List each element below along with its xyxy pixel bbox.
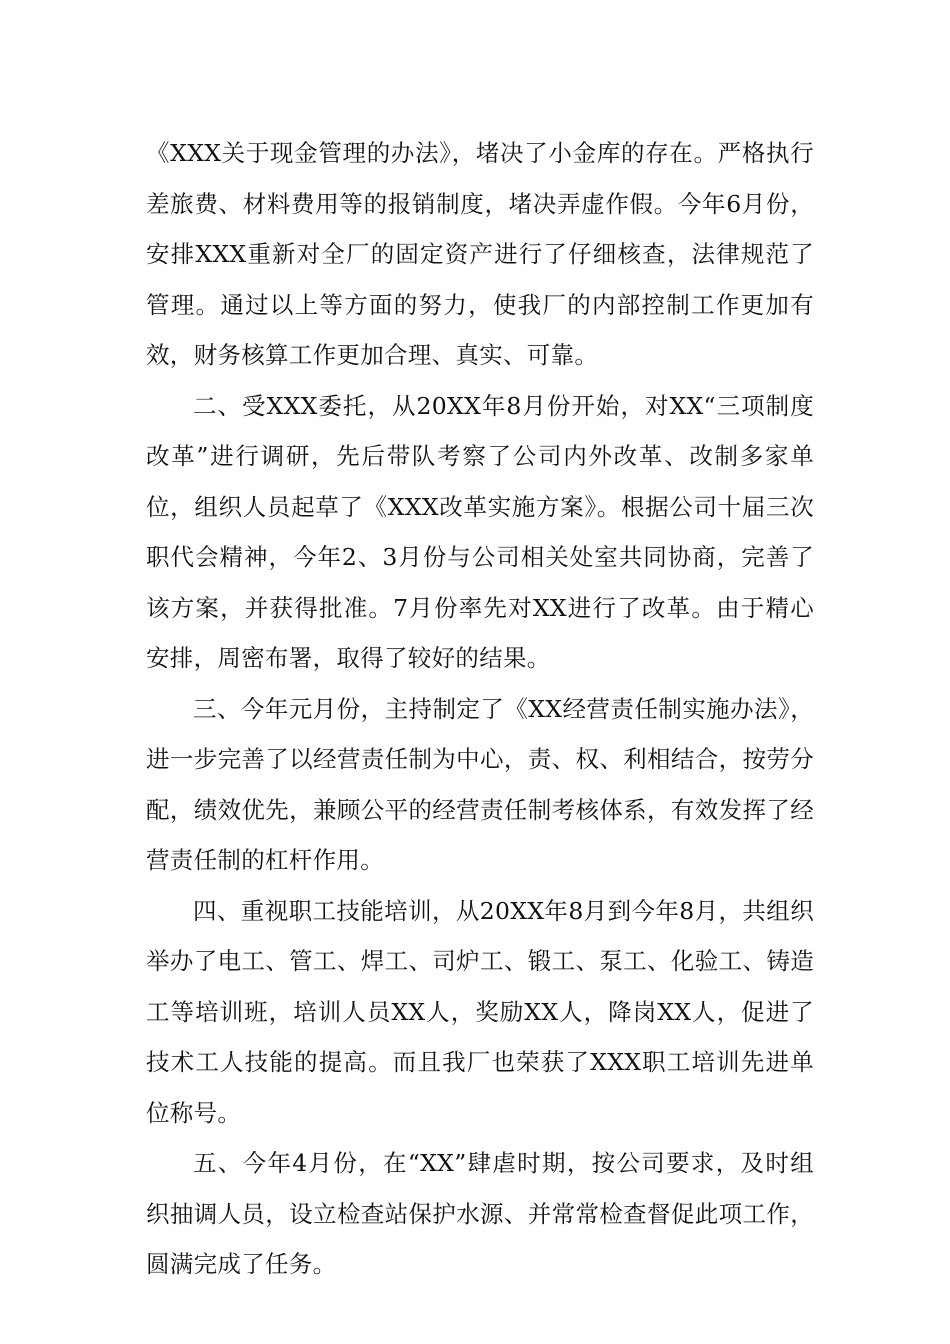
paragraph-item-3: 三、今年元月份，主持制定了《XX经营责任制实施办法》，进一步完善了以经营责任制为中心，责、权、利相结合，按劳分配，绩效优先，兼顾公平的经营责任制考核体系，有效发挥了经营责任制的杠杆作用。 — [146, 694, 814, 874]
document-body — [146, 128, 814, 1290]
paragraph-item-2: 二、受XXX委托，从20XX年8月份开始，对XX“三项制度改革”进行调研，先后带队考察了公司内外改革、改制多家单位，组织人员起草了《XXX改革实施方案》。根据公司十届三次职代会精神，今年2、3月份与公司相关处室共同协商，完善了该方案，并获得批准。7月份率先对XX进行了改革。由于精心安排，周密布署，取得了较好的结果。 — [146, 391, 814, 672]
paragraph-item-4: 四、重视职工技能培训，从20XX年8月到今年8月，共组织举办了电工、管工、焊工、司炉工、锻工、泵工、化验工、铸造工等培训班，培训人员XX人，奖励XX人，降岗XX人，促进了技术工人技能的提高。而且我厂也荣获了XXX职工培训先进单位称号。 — [146, 896, 814, 1127]
paragraph-continuation: 《XXX关于现金管理的办法》，堵决了小金库的存在。严格执行差旅费、材料费用等的报销制度，堵决弄虚作假。今年6月份，安排XXX重新对全厂的固定资产进行了仔细核查，法律规范了管理。通过以上等方面的努力，使我厂的内部控制工作更加有效，财务核算工作更加合理、真实、可靠。 — [146, 139, 814, 369]
paragraph-item-5: 五、今年4月份，在“XX”肆虐时期，按公司要求，及时组织抽调人员，设立检查站保护水源、并常常检查督促此项工作，圆满完成了任务。 — [146, 1149, 814, 1278]
